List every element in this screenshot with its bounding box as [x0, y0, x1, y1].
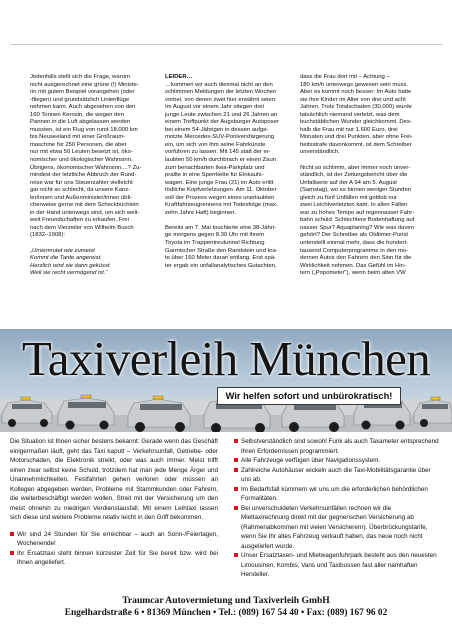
article-column-2 — [165, 74, 291, 270]
ad-title: Taxiverleih München — [21, 331, 431, 386]
list-item: Im Bedarfsfall kümmern wir uns um die erforderlichen behördlichen Formalitäten. — [234, 485, 440, 504]
red-square-bullet-icon — [234, 439, 238, 443]
company-contact-line: Engelhardstraße 6 • 81369 München • Tel.: (089) 167 54 40 • Fax: (089) 167 96 02 — [64, 608, 388, 618]
taxi-fleet-photo — [0, 329, 452, 432]
ad-left-column — [10, 437, 218, 568]
red-square-bullet-icon — [234, 506, 238, 510]
column-3-text: dass die Frau dort mit – Achtung – 180 km/h unterwegs gewesen sein muss. Aber es kommt noch besser: Im Auto hatte sie ihre Kinder im Alter von drei und acht Jahren. Trotz Totalschaden (30.000) wurde tatsächlich niemand verletzt, was dem buchstäblichen Wunder gleichkommt. Des- halb die Frau mit nur 1.600 Euro, drei Monaten und drei Punkten, aber ohne Frei- heitsstrafe davonkommt, ist dem Schreiber unverständlich. Nicht so schlimm, aber immer noch unver- ständlich, ist der Zeitungsbericht über die Unfallserie auf der A 94 am 5. August (Samstag), wo es binnen weniger Stunden gleich zu fünf Unfällen mit gottlob nur zwei Leichtverletzten kam. In allen Fällen war zu hohes Tempo auf regennasser Fahr- bahn schuld. Schlechtere Bodenhaftung auf nasser Spur? Aquaplaning? Wie was daven gehört? Der Schreiber als Oldtimer-Purist unterstellt einmal mehr, dass die hundert- tausend Computerprogramme in den mo- dernen Autos den Fahrern den Sinn für die Wirklichkeit nehmen. Das Gefühl im Hin- tern („Popometer“), wenn beim alten VW — [300, 74, 415, 277]
ad-body — [10, 437, 440, 592]
red-square-bullet-icon — [234, 458, 238, 462]
ad-right-column — [234, 437, 440, 580]
column-2-text: …kommen wir auch diesmal nicht an den schlimmen Meldungen der letzten Wochen vorbei, von denen zwei hier erwähnt seien: Im August vor einem Jahr stiegen drei junge Leute zwischen 21 und 26 Jahren an einem Treffpunkt der Augsburger Autoposer bei einem 54-Jährigen in dessen aufge- motzte Mercedes-SUV-Poniversfärgerung ein, um sich von ihm seine Fahrkünste vorführen zu lassen. Mit 145 statt der er- laubten 50 km/h durchbrach er einen Zaun zum benachbarten Ikea-Parkplatz und prallte in eine Sperrkette für Einkaufs- wagen. Eine junge Frau (21) im Auto erlitt tödliche Kopfverletzungen. Am 11. Oktober soll der Prozess wegen eines unerlaubten Kraftfahrzeugrennens mit Todesfolge (max. zehn Jahre Haft) beginnen. Bereits am 7. Mai touchierte eine 38-Jähri- ge morgens gegen 8.30 Uhr mit ihrem Toyota im Trappentreutunnel Richtung Garmischer Straße den Randstein und kra- te über 160 Meter daran entlang. Erst spä- ter ergab ein unfallanalytisches Gutachten, — [165, 81, 279, 269]
list-item: Wir sind 24 Stunden für Sie erreichbar – auch an Sonn-/Feiertagen, Wochenende! — [10, 530, 218, 549]
list-item: Bei unverschuldeten Verkehrsunfällen rechnen wir die Miettaxirechnung direkt mit der gegnerischen Versicherung ab (Rahmenabkommen mit vielen Versicherern). Überbrückungstarife, wenn Sie Ihr altes Fahrzeug verkauft haben, das neue noch nicht ausgeliefert wurde. — [234, 504, 440, 552]
red-square-bullet-icon — [10, 551, 14, 555]
red-square-bullet-icon — [10, 532, 14, 536]
list-item: Zahlreiche Autohäuser wickeln auch die Taxi-Mobilitätsgarantie über uns ab. — [234, 466, 440, 485]
ad-right-bullets — [234, 437, 440, 580]
busch-quote: „Unvermutet wie zumeist Kommt die Tante angereist. Herzlich wird sie dann geküsst Weil sie recht vermögend ist.“ — [30, 247, 110, 277]
ad-intro-text: Die Situation ist Ihnen sicher bestens bekannt: Gerade wenn das Geschäft einigermaßen läuft, geht das Taxi kaputt – Verkehrsunfall, Getriebe- oder Motorschaden, die Elektronik streikt, oder was auch immer. Meist trifft einen zwar selbst keine Schuld, trotzdem hat man jede Menge Ärger und Unannehmlichkeiten. Festfahrten gehen verloren oder müssen an Kollegen abgegeben werden, Probleme mit Stammkunden oder Fahrern, die weiterbeschäftigt werden wollen, Streit mit der Versicherung um den meist ohnehin zu niedrigen Verdienstausfall. Mit einem Leihtaxi lassen sich diese und weitere Probleme relativ leicht in den Griff bekommen. — [10, 438, 218, 521]
list-item: Selbstverständlich sind sowohl Funk als auch Taxameter entsprechend Ihren Erfordernissen programmiert. — [234, 437, 440, 456]
company-name: Traumcar Autovermietung und Taxiverleih GmbH — [122, 595, 330, 606]
article-columns — [30, 74, 426, 319]
red-square-bullet-icon — [234, 553, 238, 557]
list-item: Ihr Ersatztaxi steht binnen kürzester Zeit für Sie bereit bzw. wird bei Ihnen angeliefert. — [10, 549, 218, 568]
list-item: Alle Fahrzeuge verfügen über Navigationssystem. — [234, 456, 440, 466]
article-column-3 — [300, 74, 426, 278]
column-1-text: Jedenfalls stellt sich die Frage, warum nicht ausgerechnet eine grüne (!) Ministe- rin mit gutem Beispiel vorangehen (oder -fliegen) und grundsätzlich Linienflüge nehmen kann. Auch abgesehen von den 160 Tonnen Kerosin, die wegen den Pannen in die Luft abgelassen werden mussten, ist ein Flug von rund 18.000 km bis Neuseeland mit einer Großraum- maschine für 250 Personen, die aber nur mit etwa 50 Leuten besetzt ist, öko- nomischer und ökologischer Wahnsinn. Übrigens, ökonomischer Wahnsinn....? Zu- mindest der letztliche Abbruch der Rund- reise war für uns Steuerzahler vielleicht gar nicht so schlecht, da unsere Kanz- ler/innen und Außenminister/innen übli- cherweise gerne mit dem Scheckbüchlein in der Hand unterwegs sind, um sich welt- weit Freundschaften zu erkaufen. Frei nach dem Vierzeiler von Wilhelm Busch (1832–1908): — [30, 74, 142, 239]
red-square-bullet-icon — [234, 487, 238, 491]
red-square-bullet-icon — [234, 468, 238, 472]
ad-footer — [0, 595, 452, 620]
article-column-1 — [30, 74, 156, 278]
list-item: Unser Ersatztaxen- und Mietwagenfuhrpark besteht aus den neuesten Limousinen, Kombis, Vans und Taxibussen fast aller namhaften Hersteller. — [234, 551, 440, 580]
ad-slogan-banner: Wir helfen sofort und unbürokratisch! — [217, 387, 401, 405]
taxi-advertisement — [0, 329, 452, 640]
section-heading: LEIDER… — [165, 74, 193, 80]
top-rule — [10, 44, 442, 45]
ad-left-bullets — [10, 530, 218, 568]
